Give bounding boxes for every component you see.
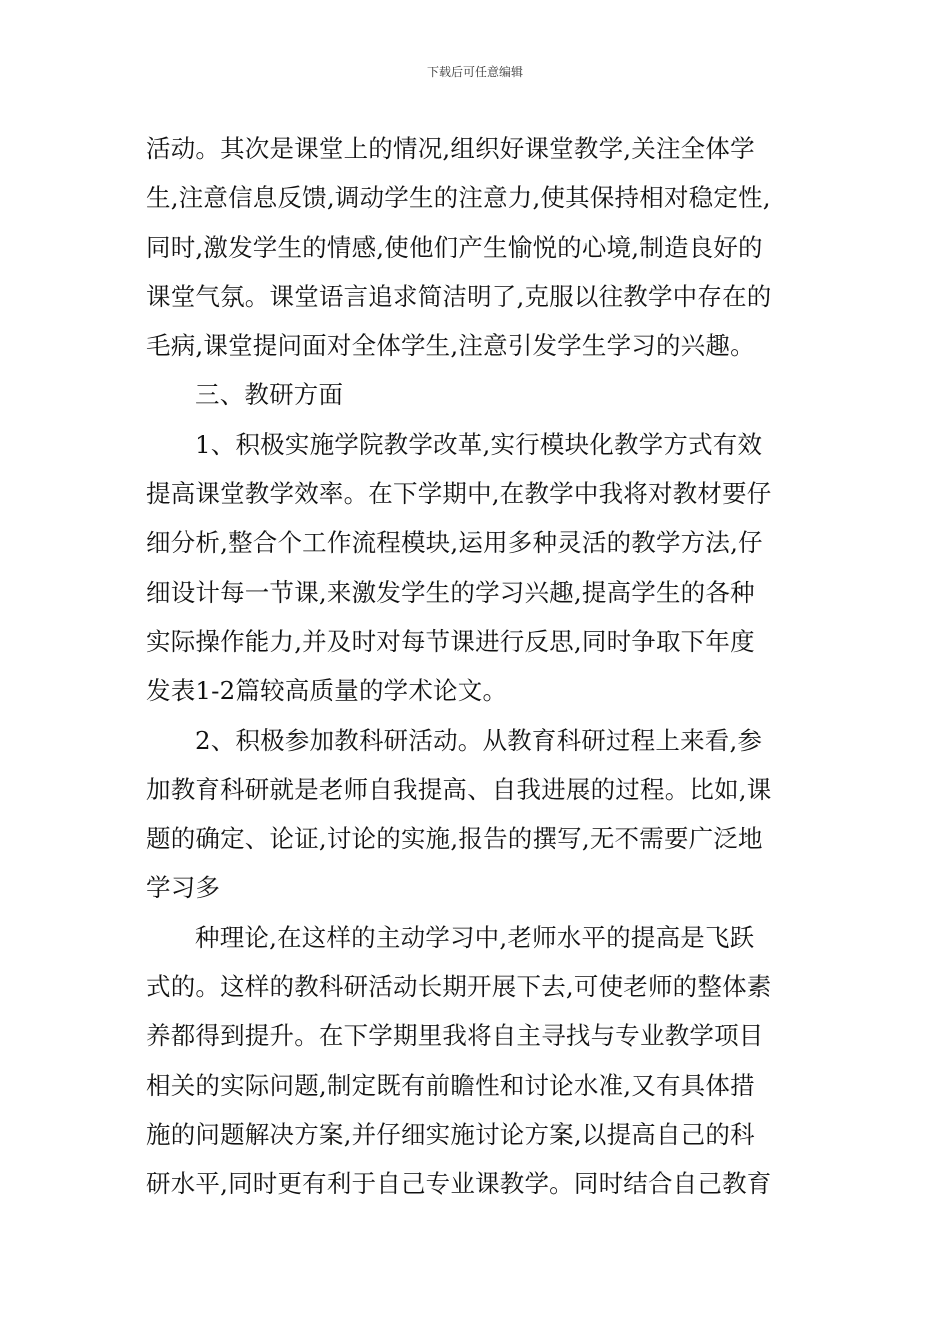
text-line: 发表1-2篇较高质量的学术论文。 xyxy=(146,676,508,706)
text-line: 学习多 xyxy=(146,873,221,903)
text-line: 提高课堂教学效率。在下学期中,在教学中我将对教材要仔 xyxy=(146,479,772,509)
text-line: 毛病,课堂提问面对全体学生,注意引发学生学习的兴趣。 xyxy=(146,331,755,361)
text-line: 1、积极实施学院教学改革,实行模块化教学方式有效 xyxy=(195,429,763,459)
text-line: 施的问题解决方案,并仔细实施讨论方案,以提高自己的科 xyxy=(146,1119,755,1149)
text-line: 实际操作能力,并及时对每节课进行反思,同时争取下年度 xyxy=(146,626,755,656)
text-line: 相关的实际问题,制定既有前瞻性和讨论水准,又有具体措 xyxy=(146,1070,755,1100)
text-line: 题的确定、论证,讨论的实施,报告的撰写,无不需要广泛地 xyxy=(146,824,763,854)
body-text xyxy=(146,124,816,1209)
text-line: 同时,激发学生的情感,使他们产生愉悦的心境,制造良好的 xyxy=(146,232,763,262)
page-header: 下载后可任意编辑 xyxy=(426,65,523,79)
text-line: 2、积极参加教科研活动。从教育科研过程上来看,参 xyxy=(195,725,763,755)
text-line: 养都得到提升。在下学期里我将自主寻找与专业教学项目 xyxy=(146,1021,764,1051)
text-line: 式的。这样的教科研活动长期开展下去,可使老师的整体素 xyxy=(146,972,772,1002)
text-line: 课堂气氛。课堂语言追求简洁明了,克服以往教学中存在的 xyxy=(146,281,772,311)
text-line: 细设计每一节课,来激发学生的学习兴趣,提高学生的各种 xyxy=(146,577,755,607)
text-line: 三、教研方面 xyxy=(195,380,344,410)
text-line: 加教育科研就是老师自我提高、自我进展的过程。比如,课 xyxy=(146,774,772,804)
text-line: 种理论,在这样的主动学习中,老师水平的提高是飞跃 xyxy=(195,922,755,952)
text-line: 研水平,同时更有利于自己专业课教学。同时结合自己教育 xyxy=(146,1169,772,1199)
text-line: 活动。其次是课堂上的情况,组织好课堂教学,关注全体学 xyxy=(146,134,755,163)
text-line: 生,注意信息反馈,调动学生的注意力,使其保持相对稳定性, xyxy=(146,183,771,213)
text-line: 细分析,整合个工作流程模块,运用多种灵活的教学方法,仔 xyxy=(146,528,763,558)
